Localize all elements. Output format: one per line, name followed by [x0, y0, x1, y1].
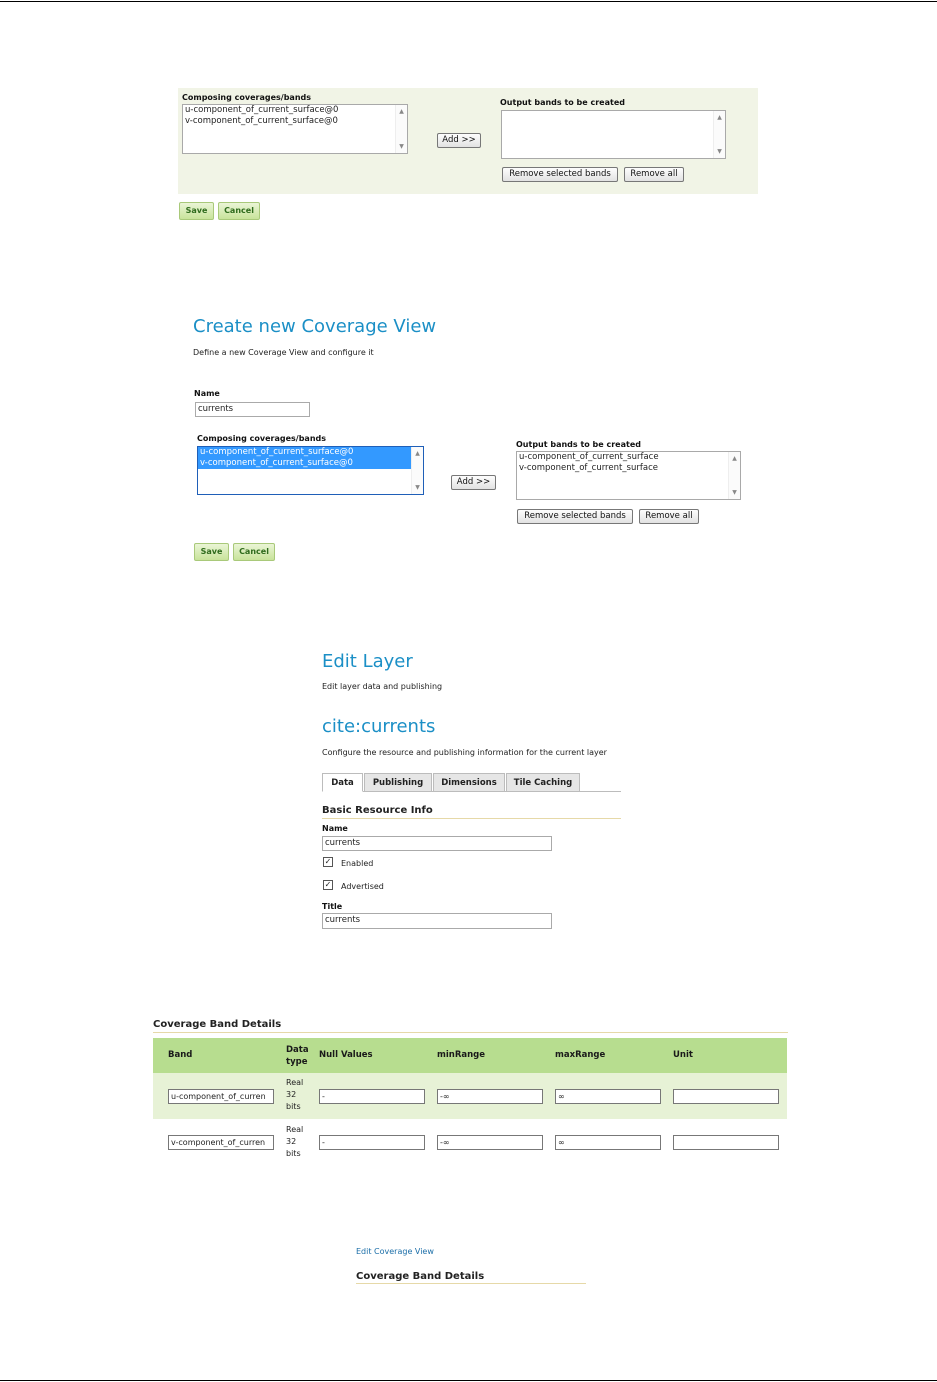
scroll-down-icon[interactable]: ▼: [717, 148, 722, 155]
bottom-page-rule: [0, 1380, 937, 1381]
min-range-input[interactable]: -∞: [437, 1089, 543, 1104]
max-range-input[interactable]: ∞: [555, 1135, 661, 1150]
list-item[interactable]: v-component_of_current_surface: [519, 463, 658, 473]
scroll-up-icon[interactable]: ▲: [415, 450, 420, 457]
add-button[interactable]: Add >>: [451, 475, 496, 490]
add-button[interactable]: Add >>: [437, 133, 481, 148]
tab-dimensions[interactable]: Dimensions: [433, 773, 505, 792]
cancel-button[interactable]: Cancel: [218, 202, 260, 220]
scroll-down-icon[interactable]: ▼: [399, 143, 404, 150]
composing-listbox[interactable]: [182, 104, 408, 154]
scroll-up-icon[interactable]: ▲: [732, 455, 737, 462]
band-details-title: Coverage Band Details: [153, 1019, 282, 1030]
composing-label: Composing coverages/bands: [182, 93, 312, 102]
advertised-label: Advertised: [341, 882, 384, 891]
name-label: Name: [322, 824, 348, 833]
data-type-line3: bits: [286, 1149, 301, 1158]
save-button[interactable]: Save: [179, 202, 214, 220]
list-item[interactable]: u-component_of_current_surface@0: [185, 105, 339, 115]
scrollbar[interactable]: [713, 111, 725, 158]
list-item[interactable]: u-component_of_current_surface: [519, 452, 659, 462]
header-null-values: Null Values: [319, 1050, 373, 1060]
header-max-range: maxRange: [555, 1050, 606, 1060]
edit-layer-title: Edit Layer: [322, 651, 413, 672]
tab-publishing[interactable]: Publishing: [364, 773, 432, 792]
data-type-line3: bits: [286, 1102, 301, 1111]
save-button[interactable]: Save: [194, 543, 229, 561]
scroll-up-icon[interactable]: ▲: [399, 108, 404, 115]
data-type-line1: Real: [286, 1125, 304, 1134]
null-values-input[interactable]: -: [319, 1135, 425, 1150]
scrollbar[interactable]: [395, 105, 407, 153]
composing-listbox[interactable]: [197, 446, 424, 495]
scroll-up-icon[interactable]: ▲: [717, 114, 722, 121]
data-type-line2: 32: [286, 1090, 297, 1099]
layer-description: Configure the resource and publishing information for the current layer: [322, 748, 607, 757]
output-label: Output bands to be created: [516, 440, 641, 449]
remove-all-button[interactable]: Remove all: [639, 509, 699, 524]
header-unit: Unit: [673, 1050, 693, 1060]
title-input[interactable]: currents: [322, 913, 552, 929]
enabled-checkbox[interactable]: ✓: [324, 857, 332, 866]
list-item[interactable]: v-component_of_current_surface@0: [185, 116, 338, 126]
max-range-input[interactable]: ∞: [555, 1089, 661, 1104]
header-data-type-line1: Data: [286, 1045, 309, 1055]
null-values-input[interactable]: -: [319, 1089, 425, 1104]
section-title: Basic Resource Info: [322, 805, 433, 816]
name-label: Name: [194, 389, 220, 398]
tab-data[interactable]: Data: [322, 773, 363, 792]
layer-name-heading: cite:currents: [322, 716, 436, 737]
data-type-line2: 32: [286, 1137, 297, 1146]
data-type-cell: [286, 1077, 303, 1113]
remove-all-button[interactable]: Remove all: [624, 167, 684, 182]
header-min-range: minRange: [437, 1050, 486, 1060]
footer-section-divider: [356, 1283, 586, 1284]
unit-input[interactable]: [673, 1089, 779, 1104]
remove-selected-button[interactable]: Remove selected bands: [502, 167, 618, 182]
scrollbar[interactable]: [411, 447, 423, 494]
edit-coverage-view-link[interactable]: Edit Coverage View: [356, 1247, 434, 1256]
cancel-button[interactable]: Cancel: [233, 543, 275, 561]
output-label: Output bands to be created: [500, 98, 625, 107]
footer-section-title: Coverage Band Details: [356, 1271, 485, 1282]
title-label: Title: [322, 902, 343, 911]
enabled-label: Enabled: [341, 859, 374, 868]
section-divider: [322, 818, 621, 819]
advertised-checkbox[interactable]: ✓: [324, 880, 332, 889]
tab-tile-caching[interactable]: Tile Caching: [506, 773, 580, 792]
top-page-rule: [0, 1, 937, 2]
remove-selected-button[interactable]: Remove selected bands: [517, 509, 633, 524]
list-item-selected[interactable]: v-component_of_current_surface@0: [198, 458, 412, 469]
min-range-input[interactable]: -∞: [437, 1135, 543, 1150]
list-item-selected[interactable]: u-component_of_current_surface@0: [198, 447, 412, 458]
band-name-input[interactable]: u-component_of_curren: [168, 1089, 274, 1104]
unit-input[interactable]: [673, 1135, 779, 1150]
name-input[interactable]: currents: [322, 836, 552, 851]
edit-layer-subtitle: Edit layer data and publishing: [322, 682, 443, 691]
scroll-down-icon[interactable]: ▼: [732, 489, 737, 496]
output-listbox[interactable]: [501, 110, 726, 159]
band-details-divider: [153, 1032, 788, 1033]
scroll-down-icon[interactable]: ▼: [415, 484, 420, 491]
name-input[interactable]: currents: [195, 402, 310, 417]
data-type-cell: [286, 1124, 303, 1160]
band-name-input[interactable]: v-component_of_curren: [168, 1135, 274, 1150]
header-band: Band: [168, 1050, 193, 1060]
composing-label: Composing coverages/bands: [197, 434, 327, 443]
output-listbox[interactable]: [516, 451, 741, 500]
data-type-line1: Real: [286, 1078, 304, 1087]
page-title: Create new Coverage View: [193, 316, 437, 337]
header-data-type-line2: type: [286, 1057, 308, 1067]
header-data-type: [286, 1044, 309, 1068]
scrollbar[interactable]: [728, 452, 740, 499]
page-subtitle: Define a new Coverage View and configure it: [193, 348, 374, 357]
